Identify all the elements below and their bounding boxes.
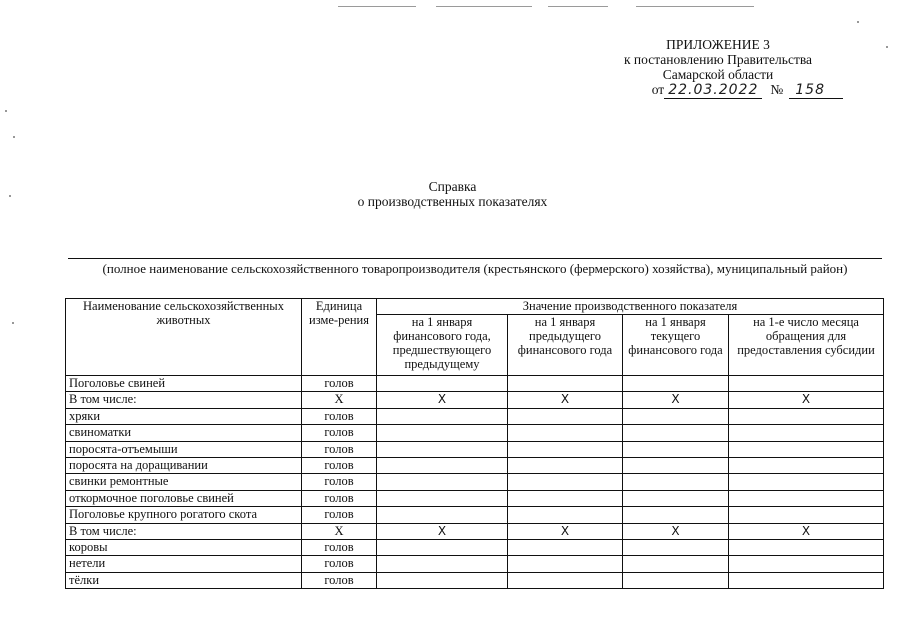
value-cell: X (377, 392, 508, 408)
animal-name-cell: коровы (66, 539, 302, 555)
value-cell (508, 539, 623, 555)
header-value-col-4: на 1-е число месяца обращения для предоставления субсидии (729, 315, 884, 376)
value-cell (623, 507, 729, 523)
value-cell (623, 408, 729, 424)
animal-name-cell: поросята на доращивании (66, 457, 302, 473)
value-cell (623, 425, 729, 441)
unit-cell: голов (302, 425, 377, 441)
animal-name-cell: В том числе: (66, 392, 302, 408)
unit-cell: голов (302, 539, 377, 555)
value-cell (508, 457, 623, 473)
animal-name-cell: В том числе: (66, 523, 302, 539)
scan-artifact-line (548, 6, 608, 7)
value-cell: X (729, 392, 884, 408)
producer-name-caption: (полное наименование сельскохозяйственного товаропроизводителя (крестьянского (фермерского) хозяйства), муниципальный район) (102, 261, 848, 276)
unit-cell: X (302, 523, 377, 539)
header-unit: Единица изме-рения (302, 299, 377, 376)
unit-cell: голов (302, 408, 377, 424)
header-value-col-1: на 1 января финансового года, предшествующего предыдущему (377, 315, 508, 376)
scan-speck (886, 46, 888, 48)
unit-cell: X (302, 392, 377, 408)
value-cell (377, 376, 508, 392)
appendix-line-1: к постановлению Правительства (623, 52, 813, 67)
value-cell (508, 474, 623, 490)
value-cell (729, 490, 884, 506)
value-cell (623, 572, 729, 588)
value-cell (508, 425, 623, 441)
document-title (0, 179, 905, 209)
animal-name-cell: Поголовье крупного рогатого скота (66, 507, 302, 523)
title-line-1: Справка (428, 179, 477, 194)
value-cell (623, 539, 729, 555)
value-cell (623, 457, 729, 473)
value-cell: X (623, 392, 729, 408)
scan-artifact-line (436, 6, 532, 7)
table-row (66, 572, 884, 588)
from-prefix: от (651, 82, 665, 97)
animal-name-cell: тёлки (66, 572, 302, 588)
value-cell (377, 441, 508, 457)
value-cell (377, 474, 508, 490)
unit-cell: голов (302, 376, 377, 392)
scan-speck (13, 136, 15, 138)
header-value-col-2: на 1 января предыдущего финансового года (508, 315, 623, 376)
unit-cell: голов (302, 474, 377, 490)
header-value-group: Значение производственного показателя (377, 299, 884, 315)
animal-name-cell: нетели (66, 556, 302, 572)
value-cell (377, 572, 508, 588)
value-cell (623, 376, 729, 392)
value-cell (508, 556, 623, 572)
appendix-title: ПРИЛОЖЕНИЕ 3 (666, 37, 770, 52)
scan-artifact-line (338, 6, 416, 7)
value-cell (729, 572, 884, 588)
animal-name-cell: свиноматки (66, 425, 302, 441)
table-row (66, 425, 884, 441)
table-row (66, 408, 884, 424)
value-cell (377, 425, 508, 441)
animal-name-cell: свинки ремонтные (66, 474, 302, 490)
unit-cell: голов (302, 507, 377, 523)
table-row (66, 507, 884, 523)
animal-name-cell: хряки (66, 408, 302, 424)
scan-speck (12, 322, 14, 324)
date-number-line (593, 82, 843, 98)
value-cell (377, 556, 508, 572)
value-cell (729, 441, 884, 457)
production-indicators-table (65, 298, 884, 589)
producer-name-field-line (68, 258, 882, 259)
value-cell (508, 408, 623, 424)
value-cell (508, 376, 623, 392)
header-value-col-3: на 1 января текущего финансового года (623, 315, 729, 376)
value-cell: X (508, 523, 623, 539)
unit-cell: голов (302, 441, 377, 457)
appendix-line-2: Самарской области (662, 67, 774, 82)
value-cell (729, 425, 884, 441)
number-prefix: № (770, 82, 784, 97)
animal-name-cell: Поголовье свиней (66, 376, 302, 392)
appendix-header (593, 37, 843, 98)
value-cell (623, 490, 729, 506)
value-cell: X (729, 523, 884, 539)
title-line-2: о производственных показателях (357, 194, 548, 209)
value-cell (377, 490, 508, 506)
value-cell (729, 556, 884, 572)
unit-cell: голов (302, 490, 377, 506)
header-animal-name: Наименование сельскохозяйственных животных (66, 299, 302, 376)
table-row (66, 392, 884, 408)
value-cell (377, 539, 508, 555)
value-cell (508, 572, 623, 588)
value-cell: X (377, 523, 508, 539)
table-row (66, 376, 884, 392)
table-row (66, 490, 884, 506)
handwritten-number: 158 (789, 82, 843, 99)
table-row (66, 441, 884, 457)
value-cell (508, 441, 623, 457)
value-cell (729, 376, 884, 392)
value-cell (623, 474, 729, 490)
value-cell (729, 539, 884, 555)
scan-artifact-line (636, 6, 754, 7)
value-cell (729, 457, 884, 473)
animal-name-cell: поросята-отъемыши (66, 441, 302, 457)
unit-cell: голов (302, 457, 377, 473)
unit-cell: голов (302, 556, 377, 572)
table-row (66, 523, 884, 539)
handwritten-date: 22.03.2022 (664, 82, 762, 99)
table-row (66, 457, 884, 473)
value-cell (623, 441, 729, 457)
value-cell (508, 490, 623, 506)
value-cell (729, 507, 884, 523)
value-cell (377, 507, 508, 523)
value-cell (729, 474, 884, 490)
table-row (66, 556, 884, 572)
animal-name-cell: откормочное поголовье свиней (66, 490, 302, 506)
value-cell (729, 408, 884, 424)
value-cell: X (508, 392, 623, 408)
unit-cell: голов (302, 572, 377, 588)
scan-speck (857, 21, 859, 23)
table-row (66, 474, 884, 490)
value-cell: X (623, 523, 729, 539)
table-row (66, 539, 884, 555)
value-cell (623, 556, 729, 572)
value-cell (377, 457, 508, 473)
value-cell (508, 507, 623, 523)
value-cell (377, 408, 508, 424)
scan-speck (5, 110, 7, 112)
